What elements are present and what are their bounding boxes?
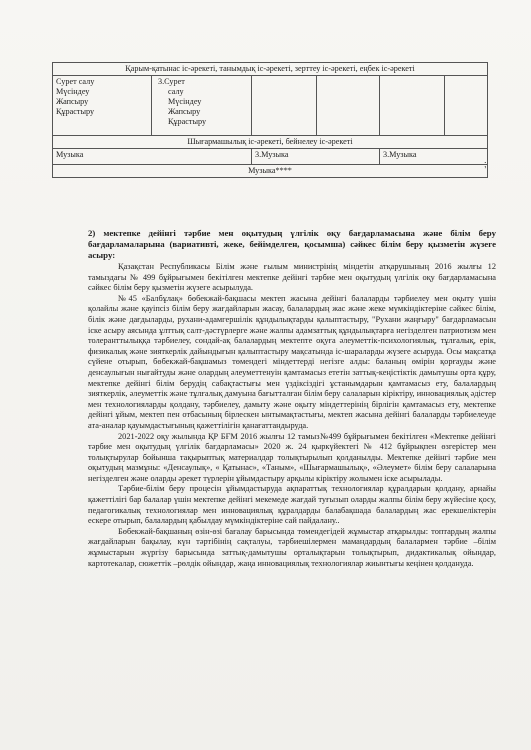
paragraph: Тәрбие-білім беру процесін ұйымдастыруда ақпараттық технологиялар құралдарын қолдану, арнайы қажеттілігі бар балалар үшін мектепке дейінгі мекемеде жағдай туғызып оларды жалпы білім беру жүйесіне қосу, педагогикалық технологиялар мен инновациялық құралдарды балабақшада балалардың жас ерекшеліктерін ескере отырып, балалардың қабылдау мүмкіндіктеріне сай пайдалану.. <box>88 484 496 526</box>
paragraph: Бөбекжай-бақшаның өзін-өзі бағалау барысында төмендегідей жұмыстар атқарылды: топтардың жалпы жағдайларын бақылау, күн тәртібінің сақталуы, тәрбиешілермен мамандардың балалармен тәрбие –білім жұмыстарын жүргізу барысында заттық-дамытушы орталықтарын толықтырып, дидактикалық ойындар, картотекалар, сюжеттік –рөлдік ойындар, жаңа инновациялық технологиялар жиынтығы кеңінен қолдануда. <box>88 526 496 568</box>
activity-table <box>52 62 488 178</box>
table-cell-line: Құрастыру <box>168 117 207 126</box>
margin-mark: ; <box>484 159 487 169</box>
table-cell-line: Жапсыру <box>56 97 89 106</box>
table-cell-music-2: 3.Музыка <box>252 149 380 165</box>
paragraph: Қазақстан Республикасы Білім және ғылым министрінің міндетін атқарушының 2016 жылғы 12 тамыздағы № 499 бұйрығымен бекітілген мектепке дейінгі тәрбие мен оқытудың үлгілік оқу бағдарламасына сәйкес білім беру қызметін жүзеге асырылуда. <box>88 262 496 293</box>
table-cell-line: 3.Сурет <box>158 77 185 86</box>
document-body <box>88 228 496 569</box>
table-cell-empty <box>317 76 380 136</box>
table-cell-line: Мүсіндеу <box>56 87 90 96</box>
table-cell-music-3: 3.Музыка <box>380 149 488 165</box>
table-cell-line: салу <box>168 87 184 96</box>
table-caption-activities: Қарым-қатынас іс-әрекеті, танымдық іс-әрекеті, зерттеу іс-әрекеті, еңбек іс-әрекеті <box>53 63 488 76</box>
table-cell-empty <box>380 76 445 136</box>
table-cell-line: Құрастыру <box>56 107 95 116</box>
table-cell-music-1: Музыка <box>53 149 252 165</box>
table-cell-line: Сурет салу <box>56 77 95 86</box>
table-cell-line: Мүсіндеу <box>168 97 202 106</box>
table-cell-line: Жапсыру <box>168 107 201 116</box>
table-cell-empty <box>252 76 317 136</box>
table-caption-music: Музыка**** <box>53 165 488 178</box>
table-caption-creative: Шығармашылық іс-әрекеті, бейнелеу іс-әрекеті <box>53 136 488 149</box>
paragraph: №45 «Балбұлақ» бөбекжай-бақшасы мектеп жасына дейінгі балаларды тәрбиелеу мен оқыту үшін қолайлы және қауіпсіз білім беру жағдайларын жасау, балалардың жас және жеке мүмкіндіктеріне сәйкес білім, білік және дағдыларды, рухани-адамгершілік құндылықтарды қалыптастыру, "Рухани жаңғыру" бағдарламасын іске асыру аясында ұлттық салт-дәстүрлерге және жалпы адамзаттық құндылықтарға негізделген патриотизм мен толеранттылыққа тәрбиелеу, сондай-ақ балалардың мектепте оқуға әлеуметтік-психологиялық, тұлғалық, ерік, физикалық және зияткерлік дайындығын қалыптастыру мақсатында іс-шараларды жүзеге асыруда. Осы мақсатқа сүйене отырып, бөбекжай-бақшамыз төмендегі міндеттерді негізге алды: баланың өмірін қорғауды және денсаулығын нығайтуды және олардың әлеуметтенуін қамтамасыз ететін заттық-кеңістіктік дамытушы орта құру, мектепке дейінгі білім берудің сабақтастығы мен үздіксіздігі ұстанымдарын қамтамасыз ету, балалардың зияткерлік, әлеуметтік және тұлғалық дамуына бағытталған білім беру салаларын кіріктіру, инновациялық әдістер мен технологияларды қолдану, тәрбиелеу, дамыту және оқыту міндеттерінің бірлігін қамтамасыз ету, мектепке дейінгі ұйым, мектеп пен отбасының бірлескен ынтымақтастығы, мектеп жасына дейінгі балаларды тәрбиелеуде ата-аналар қауымдастығының қажеттілігін қанағаттандыруда. <box>88 293 496 430</box>
section-heading: 2) мектепке дейінгі тәрбие мен оқытудың үлгілік оқу бағдарламасына және білім беру бағдарламаларына (вариативті, жеке, бейімделген, қосымша) сәйкес білім беру қызметін жүзеге асыру: <box>88 228 496 260</box>
table-cell-art-list <box>53 76 152 136</box>
paragraph: 2021-2022 оқу жылында ҚР БҒМ 2016 жылғы 12 тамыз№499 бұйрығымен бекітілген «Мектепке дейінгі тәрбие мен оқытудың үлгілік бағдарламасы» 2020 ж. 24 қыркүйектегі № 412 бұйрықпен өзгерістер мен толықтырулар бойынша тақырыптық материалдар толықтырылып қолданылды. Мектепке дейінгі тәрбие мен оқытудың мазмұны: «Денсаулық», « Қатынас», «Таным», «Шығармашылық», «Әлеумет» білім беру салаларына негізделген және оларды әрекет түрлерін ұйымдастыру арқылы кіріктіру жолымен іске асырылады. <box>88 431 496 483</box>
table-cell-art-list-2 <box>152 76 252 136</box>
table-cell-empty <box>445 76 488 136</box>
